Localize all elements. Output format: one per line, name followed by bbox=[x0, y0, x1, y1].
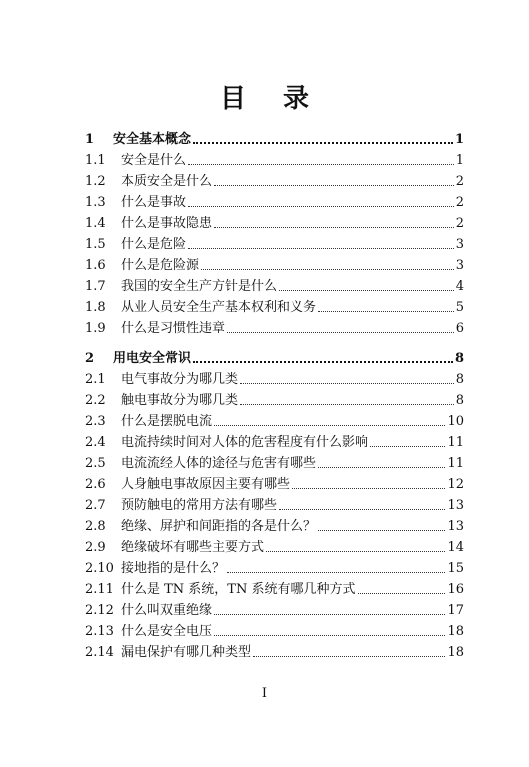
toc-item-2-6[interactable] bbox=[85, 473, 464, 493]
toc-number: 2.14 bbox=[85, 645, 114, 660]
dot-leader bbox=[214, 613, 445, 615]
dot-leader bbox=[240, 382, 454, 384]
dot-leader bbox=[214, 424, 445, 426]
dot-leader bbox=[279, 289, 454, 291]
toc-item-2-2[interactable] bbox=[85, 389, 464, 409]
toc-page: 10 bbox=[447, 414, 464, 429]
toc-number: 2.9 bbox=[85, 540, 106, 555]
toc-page: 4 bbox=[455, 279, 464, 294]
toc-number: 2.2 bbox=[85, 393, 106, 408]
toc-label: 用电安全常识 bbox=[113, 351, 192, 366]
toc-label: 什么是安全电压 bbox=[121, 624, 213, 639]
toc-number: 1.9 bbox=[85, 321, 106, 336]
toc-label: 从业人员安全生产基本权利和义务 bbox=[121, 300, 317, 315]
toc-number: 2.12 bbox=[85, 603, 114, 618]
toc-item-2-8[interactable] bbox=[85, 515, 464, 535]
toc-page: 1 bbox=[454, 132, 464, 147]
toc-number: 2.1 bbox=[85, 372, 106, 387]
toc-label: 什么是事故 bbox=[121, 195, 187, 210]
dot-leader bbox=[292, 487, 445, 489]
dot-leader bbox=[370, 445, 445, 447]
toc-number: 2.7 bbox=[85, 498, 106, 513]
toc-item-1-1[interactable] bbox=[85, 149, 464, 169]
dot-leader bbox=[279, 508, 445, 510]
dot-leader bbox=[193, 360, 453, 363]
toc-label: 什么是事故隐患 bbox=[121, 216, 213, 231]
toc-label: 电流持续时间对人体的危害程度有什么影响 bbox=[121, 435, 369, 450]
dot-leader bbox=[227, 331, 454, 333]
dot-leader bbox=[214, 634, 445, 636]
toc-chapter-2[interactable] bbox=[85, 347, 464, 367]
toc-number: 2 bbox=[85, 351, 95, 366]
toc-item-1-7[interactable] bbox=[85, 275, 464, 295]
toc-item-2-10[interactable] bbox=[85, 557, 464, 577]
toc-number: 2.13 bbox=[85, 624, 114, 639]
dot-leader bbox=[318, 529, 445, 531]
toc-label: 什么叫双重绝缘 bbox=[121, 603, 213, 618]
toc-page: 18 bbox=[447, 624, 464, 639]
toc-number: 1.5 bbox=[85, 237, 106, 252]
toc-label: 什么是危险源 bbox=[121, 258, 200, 273]
toc-page: 15 bbox=[447, 561, 464, 576]
toc-page: 13 bbox=[447, 498, 464, 513]
toc-number: 1.6 bbox=[85, 258, 106, 273]
toc-number: 2.3 bbox=[85, 414, 106, 429]
toc-page: 13 bbox=[447, 519, 464, 534]
dot-leader bbox=[188, 247, 454, 249]
toc-item-2-14[interactable] bbox=[85, 641, 464, 661]
toc-page: 8 bbox=[454, 351, 464, 366]
toc-label: 漏电保护有哪几种类型 bbox=[121, 645, 252, 660]
toc-item-2-11[interactable] bbox=[85, 578, 464, 598]
dot-leader bbox=[253, 655, 445, 657]
toc-page: 18 bbox=[447, 645, 464, 660]
toc-label: 触电事故分为哪几类 bbox=[121, 393, 239, 408]
toc-page: 11 bbox=[447, 456, 464, 471]
dot-leader bbox=[240, 403, 454, 405]
toc-label: 我国的安全生产方针是什么 bbox=[121, 279, 278, 294]
toc-label: 人身触电事故原因主要有哪些 bbox=[121, 477, 291, 492]
toc-chapter-1[interactable] bbox=[85, 128, 464, 148]
toc-number: 2.11 bbox=[85, 582, 114, 597]
toc-page: 16 bbox=[447, 582, 464, 597]
dot-leader bbox=[227, 571, 445, 573]
toc-page: 3 bbox=[455, 237, 464, 252]
toc-page: 8 bbox=[455, 372, 464, 387]
dot-leader bbox=[193, 141, 453, 144]
dot-leader bbox=[188, 163, 454, 165]
toc-label: 绝缘、屏护和间距指的各是什么？ bbox=[121, 519, 317, 534]
toc-label: 什么是危险 bbox=[121, 237, 187, 252]
toc-item-1-4[interactable] bbox=[85, 212, 464, 232]
toc-label: 电流流经人体的途径与危害有哪些 bbox=[121, 456, 317, 471]
toc-number: 2.8 bbox=[85, 519, 106, 534]
toc-number: 1.7 bbox=[85, 279, 106, 294]
dot-leader bbox=[358, 592, 446, 594]
toc-item-1-2[interactable] bbox=[85, 170, 464, 190]
toc-label: 什么是 TN 系统，TN 系统有哪几种方式 bbox=[121, 582, 356, 597]
toc-label: 安全基本概念 bbox=[113, 132, 192, 147]
toc-page: 17 bbox=[447, 603, 464, 618]
toc-page: 5 bbox=[455, 300, 464, 315]
dot-leader bbox=[214, 226, 454, 228]
page-number: I bbox=[261, 686, 268, 701]
toc-item-2-7[interactable] bbox=[85, 494, 464, 514]
toc-page: 6 bbox=[455, 321, 464, 336]
toc-label: 电气事故分为哪几类 bbox=[121, 372, 239, 387]
toc-item-2-13[interactable] bbox=[85, 620, 464, 640]
toc-number: 1 bbox=[85, 132, 95, 147]
toc-number: 1.3 bbox=[85, 195, 106, 210]
toc-label: 本质安全是什么 bbox=[121, 174, 213, 189]
toc-number: 2.4 bbox=[85, 435, 106, 450]
toc-item-2-1[interactable] bbox=[85, 368, 464, 388]
toc-item-2-12[interactable] bbox=[85, 599, 464, 619]
dot-leader bbox=[318, 466, 445, 468]
toc-number: 1.8 bbox=[85, 300, 106, 315]
toc-item-2-5[interactable] bbox=[85, 452, 464, 472]
toc-page: 14 bbox=[447, 540, 464, 555]
toc-page: 11 bbox=[447, 435, 464, 450]
toc-number: 2.5 bbox=[85, 456, 106, 471]
toc-item-2-9[interactable] bbox=[85, 536, 464, 556]
toc-number: 2.6 bbox=[85, 477, 106, 492]
toc-number: 1.4 bbox=[85, 216, 106, 231]
toc-number: 1.2 bbox=[85, 174, 106, 189]
toc-item-1-8[interactable] bbox=[85, 296, 464, 316]
toc-page: 12 bbox=[447, 477, 464, 492]
toc-item-1-5[interactable] bbox=[85, 233, 464, 253]
dot-leader bbox=[201, 268, 454, 270]
page-title: 目 录 bbox=[219, 84, 324, 114]
toc-page: 2 bbox=[455, 216, 464, 231]
toc-item-1-9[interactable] bbox=[85, 317, 464, 337]
dot-leader bbox=[266, 550, 445, 552]
toc-page: 8 bbox=[455, 393, 464, 408]
toc-number: 1.1 bbox=[85, 153, 106, 168]
toc-item-2-3[interactable] bbox=[85, 410, 464, 430]
dot-leader bbox=[318, 310, 454, 312]
toc-page: 3 bbox=[455, 258, 464, 273]
dot-leader bbox=[214, 184, 454, 186]
toc-label: 绝缘破坏有哪些主要方式 bbox=[121, 540, 265, 555]
toc-label: 安全是什么 bbox=[121, 153, 187, 168]
toc-number: 2.10 bbox=[85, 561, 114, 576]
toc-label: 接地指的是什么？ bbox=[121, 561, 226, 576]
toc-label: 预防触电的常用方法有哪些 bbox=[121, 498, 278, 513]
toc-item-1-6[interactable] bbox=[85, 254, 464, 274]
toc-item-2-4[interactable] bbox=[85, 431, 464, 451]
toc-page: 2 bbox=[455, 174, 464, 189]
toc-page: 2 bbox=[455, 195, 464, 210]
toc-item-1-3[interactable] bbox=[85, 191, 464, 211]
dot-leader bbox=[188, 205, 454, 207]
toc-label: 什么是摆脱电流 bbox=[121, 414, 213, 429]
toc-label: 什么是习惯性违章 bbox=[121, 321, 226, 336]
toc-page: 1 bbox=[455, 153, 464, 168]
